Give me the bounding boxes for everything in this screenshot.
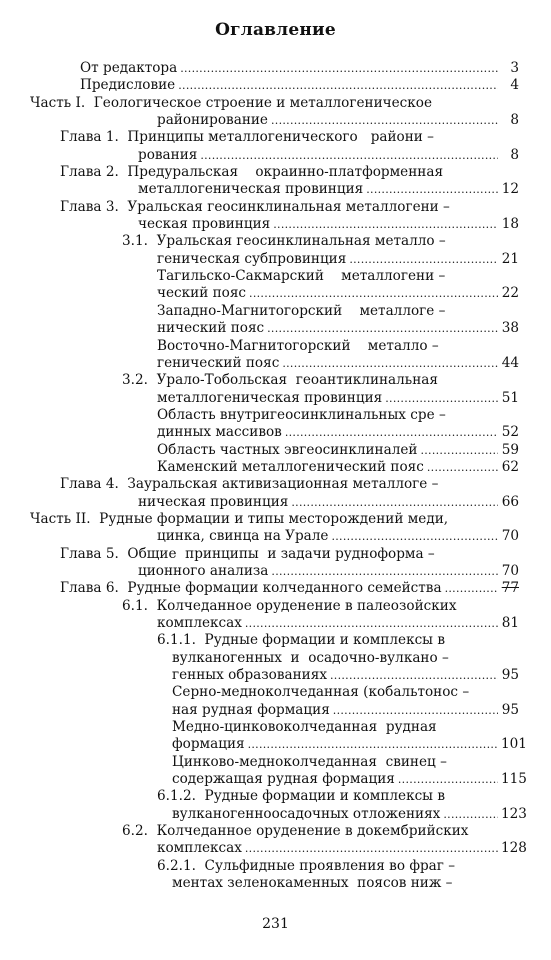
toc-entry[interactable] (0, 95, 551, 130)
toc-entry-text: ническая провинция (138, 493, 289, 510)
toc-entry[interactable] (0, 129, 551, 164)
toc-entry[interactable] (0, 823, 551, 858)
toc-page-number: 52 (501, 424, 519, 441)
toc-entry-text: Глава 4. Зауральская активизационная металлоге – (60, 476, 439, 493)
dot-leader (366, 181, 498, 198)
dot-leader (249, 285, 498, 302)
toc-entry[interactable] (0, 407, 551, 442)
toc-entry-text: Медно-цинковоколчеданная рудная (172, 719, 437, 736)
toc-page-number: 70 (501, 528, 519, 545)
toc-entry-text: ная рудная формация (172, 701, 330, 718)
toc-entry[interactable] (0, 164, 551, 199)
toc-entry-text: 3.2. Урало-Тобольская геоантиклинальная (122, 372, 438, 389)
toc-entry[interactable] (0, 788, 551, 823)
toc-page-number: 21 (501, 250, 519, 267)
toc-entry-text: цинка, свинца на Урале (157, 528, 329, 545)
toc-page-number: 95 (501, 667, 519, 684)
toc-entry[interactable] (0, 303, 551, 338)
toc-entry[interactable] (0, 858, 551, 893)
toc-entry[interactable] (0, 60, 551, 77)
toc-entry-text: вулканогенных и осадочно-вулкано – (172, 649, 449, 666)
toc-entry[interactable] (0, 598, 551, 633)
dot-leader (331, 528, 498, 545)
toc-entry[interactable] (0, 338, 551, 373)
dot-leader (385, 390, 498, 407)
toc-page-number: 51 (501, 389, 519, 406)
toc-entry-text: Глава 6. Рудные формации колчеданного семейства (60, 580, 442, 597)
toc-page-number: 18 (501, 216, 519, 233)
toc-entry-text: генных образованиях (172, 667, 327, 684)
toc-entry-text: Область частных эвгеосинклиналей (157, 441, 418, 458)
toc-entry-text: содержащая рудная формация (172, 771, 395, 788)
toc-entry-text: рования (138, 146, 198, 163)
dot-leader (427, 459, 498, 476)
toc-entry-text: формация (172, 736, 245, 753)
toc-entry-text: 6.2.1. Сульфидные проявления во фраг – (157, 857, 456, 874)
toc-entry-text: Тагильско-Сакмарский металлогени – (157, 268, 446, 285)
toc-entry[interactable] (0, 77, 551, 94)
dot-leader (291, 494, 498, 511)
toc-page-number: 62 (501, 458, 519, 475)
toc-page-number: 3 (510, 60, 519, 76)
toc-entry-text: Цинково-медноколчеданная свинец – (172, 753, 447, 770)
toc-page-number: 81 (501, 615, 519, 631)
toc-entry-text: Предисловие (80, 77, 176, 94)
dot-leader (285, 424, 498, 441)
dot-leader (398, 771, 498, 788)
toc-entry-text: 6.1.1. Рудные формации и комплексы в (157, 632, 445, 649)
toc-entry[interactable] (0, 632, 551, 684)
toc-entry-text: 6.2. Колчеданное оруденение в докембрийских (122, 823, 469, 840)
toc-entry[interactable] (0, 268, 551, 303)
toc-entry[interactable] (0, 684, 551, 719)
dot-leader (420, 442, 498, 459)
toc-entry-text: 6.1.2. Рудные формации и комплексы в (157, 788, 445, 805)
dot-leader (271, 112, 498, 129)
page-number: 231 (262, 916, 289, 932)
toc-entry[interactable] (0, 754, 551, 789)
dot-leader (248, 736, 498, 753)
toc-entry-text: ментах зеленокаменных поясов ниж – (172, 875, 453, 892)
toc-page-number: 128 (501, 840, 527, 857)
toc-entry-text: 6.1. Колчеданное оруденение в палеозойских (122, 597, 457, 614)
toc-entry[interactable] (0, 580, 551, 597)
toc-page-number: 95 (501, 701, 519, 718)
toc-entry-text: металлогеническая провинция (157, 389, 383, 406)
dot-leader (330, 667, 498, 684)
toc-entry-text: вулканогенноосадочных отложениях (172, 805, 441, 822)
dot-leader (445, 580, 498, 597)
toc-page-number: 115 (501, 771, 527, 788)
toc-entry[interactable] (0, 442, 551, 459)
toc-page-number: 12 (501, 181, 519, 198)
toc-entry-text: комплексах (157, 840, 242, 857)
dot-leader (178, 77, 498, 94)
dot-leader (245, 615, 498, 632)
toc-entry[interactable] (0, 372, 551, 407)
dot-leader (333, 702, 498, 719)
dot-leader (180, 60, 498, 77)
toc-entry-text: генический пояс (157, 354, 280, 371)
toc-entry-text: Глава 5. Общие принципы и задачи рудноформа – (60, 545, 435, 562)
toc-page-number: 8 (510, 112, 519, 129)
toc-page-number: 4 (510, 77, 519, 94)
toc-entry-text: Каменский металлогенический пояс (157, 458, 424, 475)
toc-entry-text: нический пояс (157, 320, 265, 337)
toc-entry-text: Глава 3. Уральская геосинклинальная металлогени – (60, 198, 450, 215)
toc-entry-text: Серно-медноколчеданная (кобальтонос – (172, 684, 470, 701)
toc-entry-text: геническая субпровинция (157, 250, 347, 267)
toc-entry[interactable] (0, 199, 551, 234)
toc-entry-text: 3.1. Уральская геосинклинальная металло – (122, 233, 446, 250)
toc-page-number: 44 (501, 354, 519, 371)
dot-leader (349, 251, 498, 268)
toc-entry-text: комплексах (157, 615, 242, 631)
toc-page-number: 123 (501, 805, 527, 822)
toc-entry-text: Часть II. Рудные формации и типы месторождений меди, (30, 510, 449, 527)
toc-entry-text: Глава 1. Принципы металлогенического райони – (60, 129, 434, 146)
toc-entry[interactable] (0, 719, 551, 754)
dot-leader (443, 806, 498, 823)
toc-page-number: 22 (501, 285, 519, 302)
toc-entry[interactable] (0, 459, 551, 476)
toc-page-number: 101 (501, 736, 527, 753)
toc-page-number: 38 (501, 320, 519, 337)
page-title: Оглавление (215, 20, 336, 40)
dot-leader (282, 355, 498, 372)
toc-entry-text: металлогеническая провинция (138, 181, 364, 198)
toc-page-number: 8 (510, 146, 519, 163)
toc-entry-text: Область внутригеосинклинальных сре – (157, 406, 446, 423)
toc-list (0, 60, 551, 893)
toc-entry-text: ционного анализа (138, 562, 269, 579)
dot-leader (267, 320, 498, 337)
toc-entry-text: динных массивов (157, 424, 282, 441)
toc-entry[interactable] (0, 511, 551, 546)
toc-page-number: 66 (501, 493, 519, 510)
toc-page-number: 70 (501, 562, 519, 579)
toc-entry-text: ческая провинция (138, 216, 271, 233)
toc-entry-text: Восточно-Магнитогорский металло – (157, 337, 439, 354)
dot-leader (271, 563, 498, 580)
toc-entry-text: От редактора (80, 60, 178, 76)
toc-entry[interactable] (0, 476, 551, 511)
toc-entry-text: Часть I. Геологическое строение и металлогеническое (30, 94, 433, 111)
toc-entry-text: Западно-Магнитогорский металлоге – (157, 302, 446, 319)
dot-leader (273, 216, 498, 233)
toc-entry-text: районирование (157, 112, 268, 129)
toc-entry[interactable] (0, 233, 551, 268)
toc-entry-text: Глава 2. Предуральская окраинно-платформенная (60, 164, 444, 181)
toc-page-number: 59 (501, 441, 519, 458)
toc-page-number: 77 (501, 580, 519, 597)
dot-leader (245, 840, 498, 857)
toc-entry-text: ческий пояс (157, 285, 247, 302)
dot-leader (200, 147, 498, 164)
toc-entry[interactable] (0, 546, 551, 581)
